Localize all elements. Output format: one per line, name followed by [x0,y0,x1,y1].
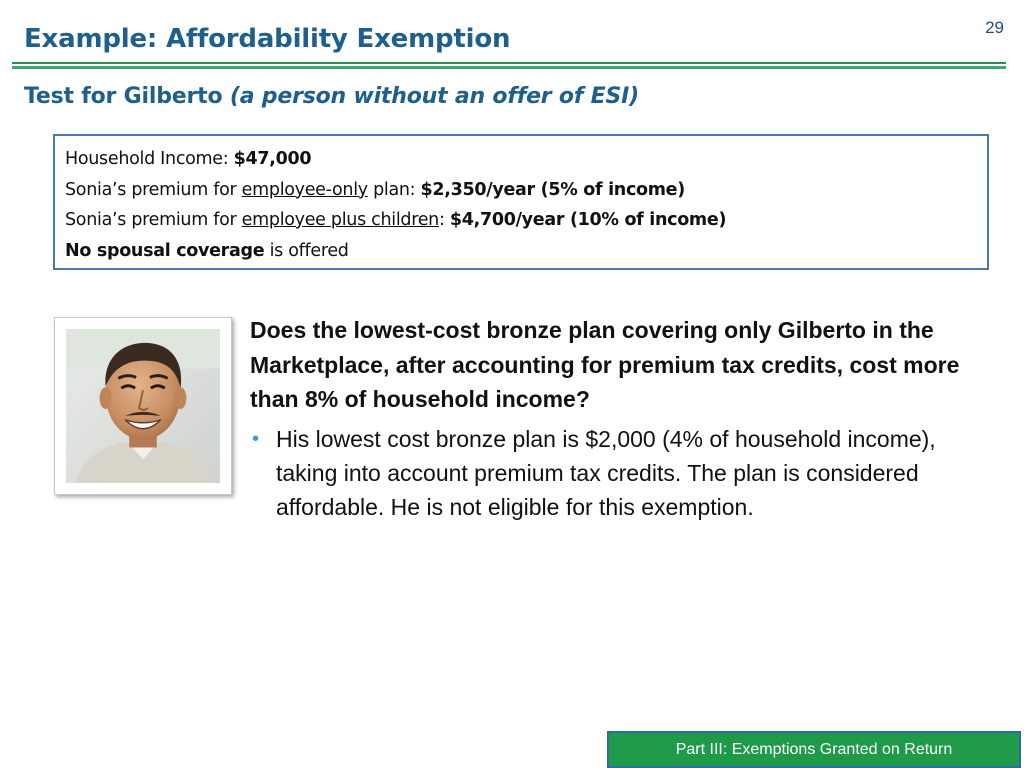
page-number: 29 [985,18,1004,37]
divider-line-top [12,62,1006,64]
slide-subtitle [24,84,639,109]
answer-bullet [252,422,992,524]
employee-children-prefix: Sonia’s premium for [65,210,242,230]
employee-only-term: employee-only [241,179,368,200]
affordability-question: Does the lowest-cost bronze plan covering only Gilberto in the Marketplace, after accounting for premium tax credits, cost more than 8% of household income? [250,317,960,412]
spousal-bold: No spousal coverage [65,240,265,261]
employee-children-term: employee plus children [241,210,439,230]
subtitle-main: Test for Gilberto [24,84,223,109]
employee-only-mid: plan: [367,179,421,200]
spousal-rest: is offered [264,240,349,261]
income-row [65,144,977,175]
bullet-text: His lowest cost bronze plan is $2,000 (4% of household income), taking into account premium tax credits. The plan is considered affordable. He is not eligible for this exemption. [276,426,936,520]
spousal-row [65,236,977,267]
portrait-image [66,329,220,483]
employee-children-value: $4,700/year (10% of income) [449,210,727,230]
person-portrait-photo [54,317,232,495]
employee-only-value: $2,350/year (5% of income) [420,179,685,200]
divider-line-bottom [12,66,1006,69]
employee-only-prefix: Sonia’s premium for [65,179,242,200]
income-value: $47,000 [233,149,312,169]
household-info-box [53,134,989,270]
bullet-marker: • [252,428,260,450]
employee-children-row [65,205,977,236]
title-divider [12,62,1006,69]
section-footer-badge: Part III: Exemptions Granted on Return [607,731,1021,768]
income-label: Household Income: [65,149,234,169]
slide-title: Example: Affordability Exemption [24,24,511,54]
employee-only-row [65,175,977,206]
subtitle-italic: (a person without an offer of ESI) [229,84,639,109]
employee-children-mid: : [438,210,450,230]
